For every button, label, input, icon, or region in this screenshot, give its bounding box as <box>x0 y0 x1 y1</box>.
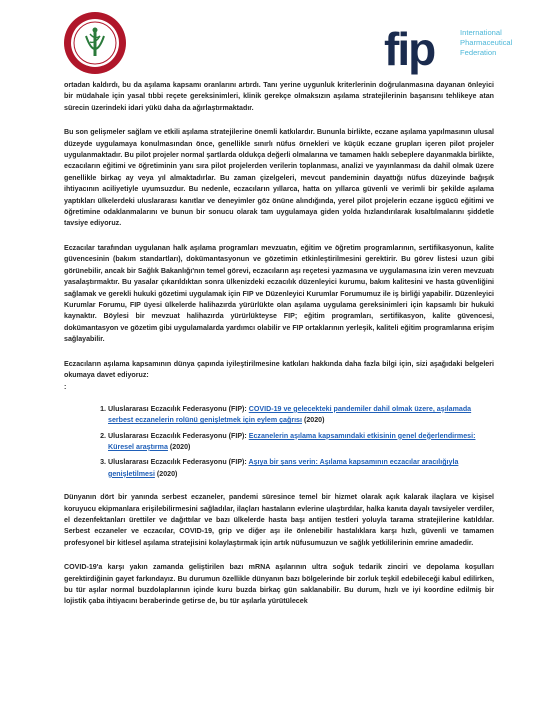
fip-logo-subtitle: International Pharmaceutical Federation <box>460 28 513 57</box>
reference-link[interactable]: Aşıya bir şans verin: Aşılama kapsamının eczacılar aracılığıyla genişletilmesi <box>108 458 459 478</box>
reference-item: 3. Uluslararası Eczacılık Federasyonu (FIP): Aşıya bir şans verin: Aşılama kapsamının eczacılar aracılığıyla genişletilmesi (2020) <box>108 457 494 480</box>
body-paragraph: Eczacılar tarafından uygulanan halk aşılama programları mevzuatın, eğitim ve öğretim programlarının, sertifikasyonun, kalite güvencesinin (bakım standartları), dokümantasyonun ve gözetimin etkinleştirilmesini gerektirir. Bu görev listesi uzun gibi görünebilir, ancak bir Sağlık Bakanlığı'nın temel görevi, eczacıların aşı reçetesi yazmasına ve uygulamasına izin veren mevzuatı yasalaştırmaktır. Bu yasalar çıkarıldıktan sonra ülkenizdeki eczacılık düzenleyici kurumu, bakım kalitesini ve hasta güvenliğini sağlamak ve gerekli hukuki gözetimi uygulamak için FIP ve Düzenleyici Kurumlar Forumumuz ile iş birliği yapabilir. Düzenleyici Kurumlar Forumu, FIP üyesi ülkelerde halihazırda yürürlükte olan aşılama uygulama gereksinimleri için kapsamlı bir hukuki kaynaktır. Böylesi bir mevzuat halihazırda yürürlükteyse FIP; eğitim programları, sertifikasyon, kalite güvencesi, dokümantasyon ve gözetim gibi uygulamalarda yardımcı olabilir ve FIP ortaklarının yerleşik, kaliteli eğitim programlarına erişim sağlayabilir. <box>64 243 494 344</box>
fip-logo <box>384 22 544 82</box>
colon-line: : <box>64 383 67 392</box>
body-paragraph: COVID-19'a karşı yakın zamanda geliştirilen bazı mRNA aşılarının ultra soğuk tedarik zinciri ve depolama koşulları gerektirdiğinin gayet farkındayız. Bu durumun özellikle dünyanın bazı bölgelerinde bir zorluk teşkil edebileceği kabul edilirken, bu tür aşılar normal buzdolaplarının içinde kuru buzda birkaç gün saklanabilir. Bu durum, hızlı ve iyi koordine edilmiş bir lojistik çaba ihtiyacını beraberinde getirse de, bu tür aşılarla yürütülecek <box>64 563 494 606</box>
seal-icon <box>62 10 128 76</box>
fip-wordmark: fip <box>384 23 435 75</box>
reference-link[interactable]: Eczanelerin aşılama kapsamındaki etkisinin genel değerlendirmesi: Küresel araştırma <box>108 431 476 451</box>
reference-item: 1. Uluslararası Eczacılık Federasyonu (FIP): COVID-19 ve gelecekteki pandemiler dahil olmak üzere, aşılamada serbest eczanelerin rolünü genişletmek için eylem çağrısı (2020) <box>108 404 494 427</box>
body-paragraph: Bu son gelişmeler sağlam ve etkili aşılama stratejilerine önemli katkılardır. Bununla birlikte, eczane aşılama yapılmasının ulusal düzeyde uygulamaya konulmasından önce, genellikle sınırlı nüfus örnekleri ve küçük eczane grupları içeren pilot projeler uygulanmaktadır. Bu pilot projeler normal şartlarda oldukça değerli olmalarına ve tamamen haklı sebeplere dayanmakla birlikte, eczacıların eğitimi ve öğretiminin yanı sıra pilot projelerden verilerin toplanması, analizi ve yayınlanması da dahil olmak üzere genellikle birkaç ay veya yıl almaktadırlar. Bu zaman çizelgeleri, mevcut pandeminin dayattığı nüfus düzeyinde bağışık ihtiyacının aciliyetiyle uyumsuzdur. Bu nedenle, eczacıların yıllarca, hatta on yıllarca güvenli ve verimli bir şekilde aşılama yaptıkları ülkelerdeki uluslararası kanıtlar ve deneyimler göz önüne alındığında, yerel pilot projelerin eczane işgücü eğitimi ve öğretimine odaklanmalarını ve bunun bir sonucu olarak tam uygulamaya giden yolda hızlandırılarak kısaltılmalarını şiddetle tavsiye ediyoruz. <box>64 128 494 228</box>
reference-item: 2. Uluslararası Eczacılık Federasyonu (FIP): Eczanelerin aşılama kapsamındaki etkisinin genel değerlendirmesi: Küresel araştırma (2020) <box>108 431 494 454</box>
pharmacist-seal-logo <box>62 10 128 76</box>
document-body <box>64 80 494 621</box>
reference-list <box>64 404 494 480</box>
body-paragraph: Eczacıların aşılama kapsamının dünya çapında iyileştirilmesine katkıları hakkında daha fazla bilgi için, sizi aşağıdaki belgeleri okumaya davet ediyoruz: <box>64 359 494 379</box>
body-paragraph: ortadan kaldırdı, bu da aşılama kapsamı oranlarını artırdı. Tanı yerine uygunluk kriterlerinin doğrulanmasına dayanan önleyici bir müdahale için yasal tıbbi reçete gereksinimleri, klinik gerekçe olmaksızın aşılama stratejilerinin başarısını tehlikeye atan sürecin üzerindeki idari yükü daha da ağırlaştırmaktadır. <box>64 81 494 112</box>
body-paragraph: Dünyanın dört bir yanında serbest eczaneler, pandemi süresince temel bir hizmet olarak açık kalarak ilaçlara ve kişisel koruyucu ekipmanlara erişilebilirmesini sağladılar, ilaçları hastaların evlerine ulaştırdılar, halka kanıta dayalı tavsiyeler verdiler, el dezenfektanları ürettiler ve dağıttılar ve bazı ülkelerde hasta başı antijen testleri yoluyla tarama stratejilerine katıldılar. Serbest eczaneler ve eczacılar, COVID-19, grip ve diğer aşı ile önlenebilir hastalıklara karşı hızlı, güvenli ve tamamen profesyonel bir kitlesel aşılama stratejisini kolaylaştırmak için artık nüfusumuzun ve sağlık yetkililerinin emrine amadedir. <box>64 493 494 547</box>
reference-link[interactable]: COVID-19 ve gelecekteki pandemiler dahil olmak üzere, aşılamada serbest eczanelerin rolünü genişletmek için eylem çağrısı <box>108 404 472 425</box>
